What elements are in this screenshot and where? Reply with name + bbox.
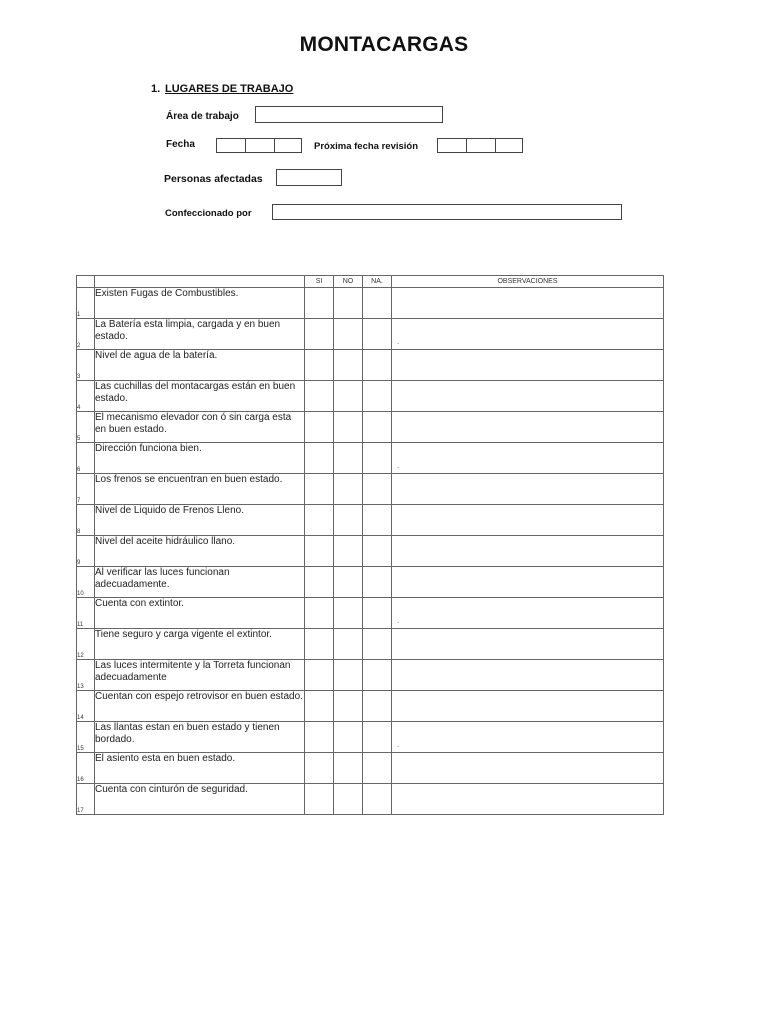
na-cell[interactable]	[363, 660, 392, 691]
row-question: Cuenta con cinturón de seguridad.	[95, 784, 305, 815]
header-si: SI	[305, 276, 334, 288]
table-row	[77, 784, 664, 815]
section-heading	[151, 83, 311, 95]
row-number: 12	[77, 629, 95, 660]
na-cell[interactable]	[363, 381, 392, 412]
row-question: Las cuchillas del montacargas están en buen estado.	[95, 381, 305, 412]
observaciones-cell[interactable]	[392, 567, 664, 598]
observaciones-cell[interactable]	[392, 474, 664, 505]
si-cell[interactable]	[305, 288, 334, 319]
observation-text: .	[397, 616, 400, 625]
na-cell[interactable]	[363, 691, 392, 722]
fecha-field[interactable]	[216, 138, 302, 153]
na-cell[interactable]	[363, 753, 392, 784]
si-cell[interactable]	[305, 598, 334, 629]
si-cell[interactable]	[305, 412, 334, 443]
si-cell[interactable]	[305, 536, 334, 567]
table-header-row	[77, 276, 664, 288]
na-cell[interactable]	[363, 722, 392, 753]
row-question: La Batería esta limpia, cargada y en buen estado.	[95, 319, 305, 350]
si-cell[interactable]	[305, 722, 334, 753]
fecha-divider	[245, 139, 246, 152]
table-row	[77, 350, 664, 381]
no-cell[interactable]	[334, 288, 363, 319]
no-cell[interactable]	[334, 567, 363, 598]
si-cell[interactable]	[305, 505, 334, 536]
si-cell[interactable]	[305, 350, 334, 381]
row-question: Al verificar las luces funcionan adecuadamente.	[95, 567, 305, 598]
row-question: Cuentan con espejo retrovisor en buen estado.	[95, 691, 305, 722]
si-cell[interactable]	[305, 567, 334, 598]
header-na: NA.	[363, 276, 392, 288]
observaciones-cell[interactable]	[392, 629, 664, 660]
row-number: 4	[77, 381, 95, 412]
observation-text: .	[397, 461, 400, 470]
table-row	[77, 443, 664, 474]
table-row	[77, 412, 664, 443]
row-number: 1	[77, 288, 95, 319]
row-question: Nivel del aceite hidráulico llano.	[95, 536, 305, 567]
row-number: 16	[77, 753, 95, 784]
na-cell[interactable]	[363, 567, 392, 598]
area-label: Área de trabajo	[166, 111, 239, 122]
table-row	[77, 288, 664, 319]
si-cell[interactable]	[305, 443, 334, 474]
page-title: MONTACARGAS	[299, 33, 469, 56]
row-question: Las llantas estan en buen estado y tienen bordado.	[95, 722, 305, 753]
na-cell[interactable]	[363, 350, 392, 381]
observation-text: .	[397, 337, 400, 346]
table-row	[77, 505, 664, 536]
row-number: 3	[77, 350, 95, 381]
row-number: 2	[77, 319, 95, 350]
no-cell[interactable]	[334, 350, 363, 381]
no-cell[interactable]	[334, 784, 363, 815]
no-cell[interactable]	[334, 443, 363, 474]
observaciones-cell[interactable]	[392, 660, 664, 691]
observaciones-cell[interactable]	[392, 319, 664, 350]
no-cell[interactable]	[334, 319, 363, 350]
row-question: Nivel de agua de la batería.	[95, 350, 305, 381]
na-cell[interactable]	[363, 319, 392, 350]
row-question: Existen Fugas de Combustibles.	[95, 288, 305, 319]
observaciones-cell[interactable]	[392, 598, 664, 629]
row-number: 7	[77, 474, 95, 505]
observaciones-cell[interactable]	[392, 443, 664, 474]
row-number: 5	[77, 412, 95, 443]
table-row	[77, 691, 664, 722]
area-field[interactable]	[255, 106, 443, 123]
observaciones-cell[interactable]	[392, 784, 664, 815]
table-row	[77, 381, 664, 412]
observation-text: .	[397, 740, 400, 749]
observaciones-cell[interactable]	[392, 691, 664, 722]
no-cell[interactable]	[334, 536, 363, 567]
no-cell[interactable]	[334, 691, 363, 722]
row-question: Dirección funciona bien.	[95, 443, 305, 474]
no-cell[interactable]	[334, 722, 363, 753]
section-number: 1.	[151, 83, 161, 95]
no-cell[interactable]	[334, 381, 363, 412]
row-question: El asiento esta en buen estado.	[95, 753, 305, 784]
si-cell[interactable]	[305, 784, 334, 815]
na-cell[interactable]	[363, 784, 392, 815]
no-cell[interactable]	[334, 598, 363, 629]
header-num	[77, 276, 95, 288]
no-cell[interactable]	[334, 753, 363, 784]
fecha-divider	[274, 139, 275, 152]
observaciones-cell[interactable]	[392, 381, 664, 412]
no-cell[interactable]	[334, 629, 363, 660]
na-cell[interactable]	[363, 598, 392, 629]
row-question: Tiene seguro y carga vigente el extintor.	[95, 629, 305, 660]
table-row	[77, 598, 664, 629]
proxima-fecha-divider	[495, 139, 496, 152]
confeccionado-label: Confeccionado por	[165, 208, 252, 219]
personas-field[interactable]	[276, 169, 342, 186]
row-question: Las luces intermitente y la Torreta funcionan adecuadamente	[95, 660, 305, 691]
table-row	[77, 567, 664, 598]
si-cell[interactable]	[305, 691, 334, 722]
na-cell[interactable]	[363, 443, 392, 474]
si-cell[interactable]	[305, 660, 334, 691]
si-cell[interactable]	[305, 319, 334, 350]
no-cell[interactable]	[334, 412, 363, 443]
row-number: 14	[77, 691, 95, 722]
row-number: 10	[77, 567, 95, 598]
na-cell[interactable]	[363, 412, 392, 443]
row-number: 17	[77, 784, 95, 815]
observaciones-cell[interactable]	[392, 536, 664, 567]
row-question: Cuenta con extintor.	[95, 598, 305, 629]
row-number: 11	[77, 598, 95, 629]
table-row	[77, 753, 664, 784]
no-cell[interactable]	[334, 660, 363, 691]
no-cell[interactable]	[334, 505, 363, 536]
table-row	[77, 319, 664, 350]
observaciones-cell[interactable]	[392, 505, 664, 536]
personas-label: Personas afectadas	[164, 173, 263, 185]
header-observaciones: OBSERVACIONES	[392, 276, 664, 288]
table-row	[77, 722, 664, 753]
na-cell[interactable]	[363, 474, 392, 505]
table-row	[77, 660, 664, 691]
confeccionado-field[interactable]	[272, 204, 622, 220]
na-cell[interactable]	[363, 288, 392, 319]
na-cell[interactable]	[363, 629, 392, 660]
no-cell[interactable]	[334, 474, 363, 505]
table-row	[77, 629, 664, 660]
proxima-fecha-field[interactable]	[437, 138, 523, 153]
si-cell[interactable]	[305, 381, 334, 412]
observaciones-cell[interactable]	[392, 412, 664, 443]
table-row	[77, 536, 664, 567]
observaciones-cell[interactable]	[392, 753, 664, 784]
proxima-fecha-label: Próxima fecha revisión	[314, 141, 419, 152]
row-number: 6	[77, 443, 95, 474]
observaciones-cell[interactable]	[392, 288, 664, 319]
row-number: 9	[77, 536, 95, 567]
observaciones-cell[interactable]	[392, 722, 664, 753]
table-row	[77, 474, 664, 505]
row-number: 13	[77, 660, 95, 691]
header-question	[95, 276, 305, 288]
checklist-table	[76, 275, 664, 815]
row-number: 8	[77, 505, 95, 536]
proxima-fecha-divider	[466, 139, 467, 152]
observaciones-cell[interactable]	[392, 350, 664, 381]
row-number: 15	[77, 722, 95, 753]
fecha-label: Fecha	[166, 139, 195, 150]
na-cell[interactable]	[363, 536, 392, 567]
na-cell[interactable]	[363, 505, 392, 536]
header-no: NO	[334, 276, 363, 288]
si-cell[interactable]	[305, 629, 334, 660]
row-question: Nivel de Liquido de Frenos Lleno.	[95, 505, 305, 536]
si-cell[interactable]	[305, 474, 334, 505]
row-question: Los frenos se encuentran en buen estado.	[95, 474, 305, 505]
section-title: LUGARES DE TRABAJO	[165, 83, 294, 95]
row-question: El mecanismo elevador con ó sin carga esta en buen estado.	[95, 412, 305, 443]
si-cell[interactable]	[305, 753, 334, 784]
